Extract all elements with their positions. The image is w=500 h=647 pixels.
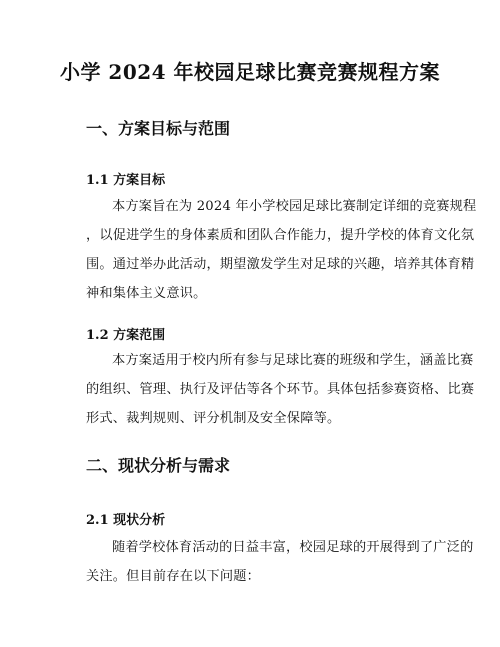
subsection-heading-goals: 1.1 方案目标 bbox=[86, 173, 166, 188]
paragraph-line: 神和集体主义意识。 bbox=[86, 286, 207, 301]
paragraph-line: 围。通过举办此活动，期望激发学生对足球的兴趣，培养其体育精 bbox=[86, 257, 475, 272]
subsection-heading-scope: 1.2 方案范围 bbox=[86, 328, 166, 343]
paragraph-line: 本方案旨在为 2024 年小学校园足球比赛制定详细的竞赛规程 bbox=[112, 199, 477, 214]
paragraph-line: 随着学校体育活动的日益丰富，校园足球的开展得到了广泛的 bbox=[112, 540, 474, 555]
paragraph-line: 本方案适用于校内所有参与足球比赛的班级和学生，涵盖比赛 bbox=[112, 353, 474, 368]
section-heading-status-needs: 二、现状分析与需求 bbox=[86, 456, 231, 475]
paragraph-line: 形式、裁判规则、评分机制及安全保障等。 bbox=[86, 411, 341, 426]
paragraph-scope bbox=[86, 346, 475, 433]
section-heading-goals-scope: 一、方案目标与范围 bbox=[86, 119, 231, 138]
paragraph-line: 关注。但目前存在以下问题： bbox=[86, 569, 261, 584]
paragraph-line: 的组织、管理、执行及评估等各个环节。具体包括参赛资格、比赛 bbox=[86, 382, 475, 397]
document-title: 小学 2024 年校园足球比赛竞赛规程方案 bbox=[59, 60, 441, 84]
paragraph-goals bbox=[86, 192, 477, 308]
paragraph-line: ，以促进学生的身体素质和团队合作能力，提升学校的体育文化氛 bbox=[86, 228, 475, 243]
subsection-heading-status: 2.1 现状分析 bbox=[86, 513, 166, 528]
paragraph-status bbox=[86, 533, 474, 591]
